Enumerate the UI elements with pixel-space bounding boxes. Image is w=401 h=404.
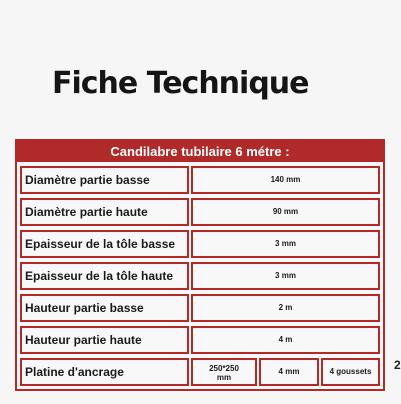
row-label: Epaisseur de la tôle haute [20, 262, 189, 290]
row-label: Diamètre partie haute [20, 198, 189, 226]
table-row [17, 326, 383, 354]
row-value: 90 mm [191, 198, 380, 226]
cropped-edge-text: 2 [394, 358, 401, 372]
table-header: Candilabre tubilaire 6 métre : [17, 141, 383, 162]
platine-dimension-line1: 250*250 [209, 364, 239, 373]
row-value: 4 m [191, 326, 380, 354]
platine-gussets: 4 goussets [321, 358, 380, 386]
table-row-platine [17, 358, 383, 386]
table-row [17, 294, 383, 322]
row-value: 3 mm [191, 230, 380, 258]
platine-dimension-line2: mm [216, 373, 232, 382]
table-row [17, 198, 383, 226]
row-label: Diamètre partie basse [20, 166, 189, 194]
platine-thickness: 4 mm [259, 358, 319, 386]
table-row [17, 262, 383, 290]
table-row [17, 166, 383, 194]
row-value: 2 m [191, 294, 380, 322]
platine-dimension [191, 358, 257, 386]
row-value: 140 mm [191, 166, 380, 194]
row-value: 3 mm [191, 262, 380, 290]
row-label: Hauteur partie basse [20, 294, 189, 322]
row-label: Epaisseur de la tôle basse [20, 230, 189, 258]
row-label: Hauteur partie haute [20, 326, 189, 354]
row-label: Platine d'ancrage [20, 358, 189, 386]
table-row [17, 230, 383, 258]
spec-table [15, 139, 385, 391]
page-title: Fiche Technique [52, 66, 309, 101]
